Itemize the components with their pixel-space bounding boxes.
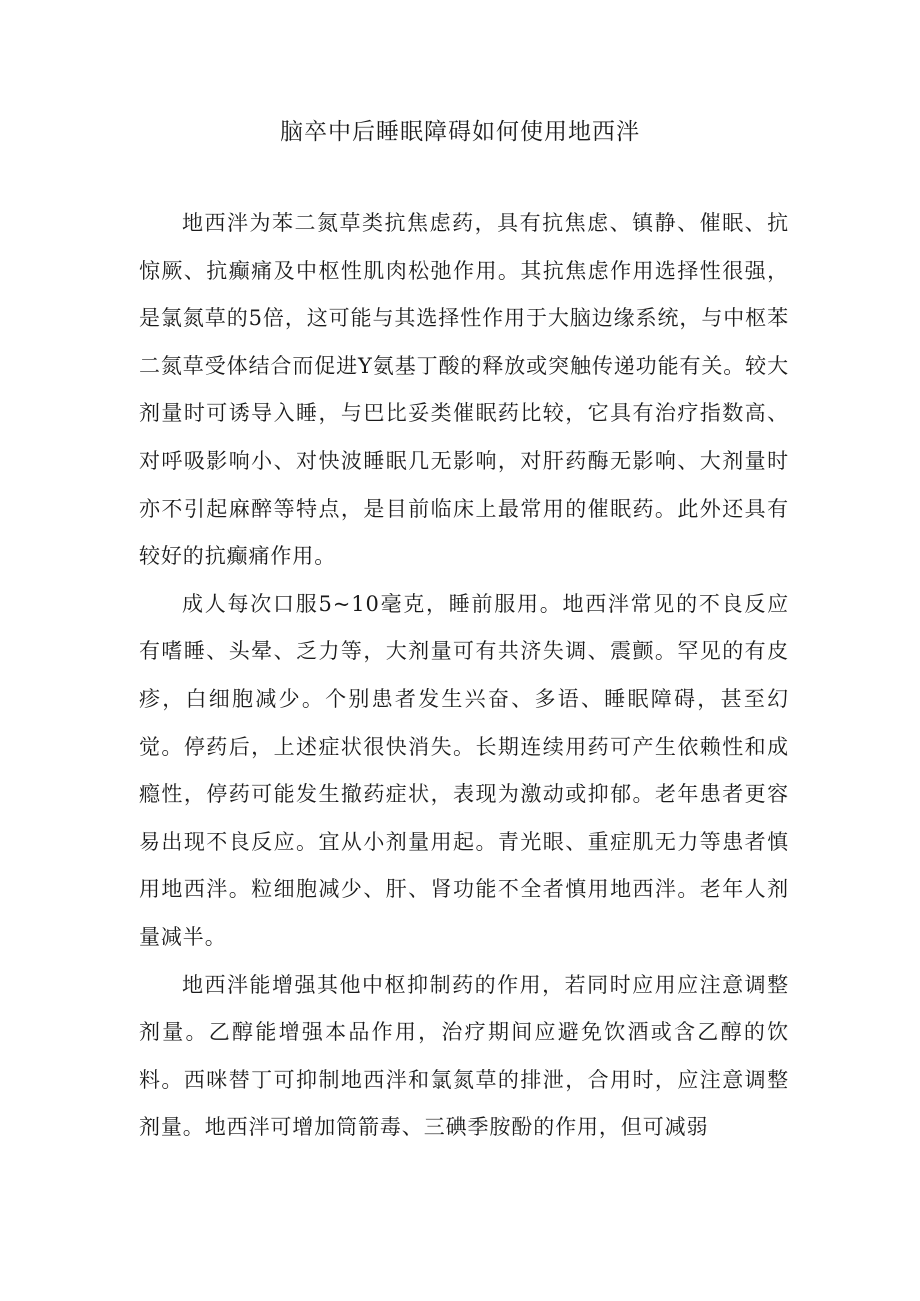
paragraph-drug-interactions: 地西泮能增强其他中枢抑制药的作用，若同时应用应注意调整剂量。乙醇能增强本品作用，治疗期间应避免饮酒或含乙醇的饮料。西咪替丁可抑制地西泮和氯氮草的排泄，合用时，应注意调整剂量。地西泮可增加筒箭毒、三碘季胺酚的作用，但可减弱 xyxy=(139,972,789,1140)
document-body xyxy=(139,200,789,1152)
document-title: 脑卒中后睡眠障碍如何使用地西泮 xyxy=(280,119,640,145)
paragraph-pharmacology: 地西泮为苯二氮草类抗焦虑药，具有抗焦虑、镇静、催眠、抗惊厥、抗癫痛及中枢性肌肉松弛作用。其抗焦虑作用选择性很强，是氯氮草的5倍，这可能与其选择性作用于大脑边缘系统，与中枢苯二氮草受体结合而促进Y氨基丁酸的释放或突触传递功能有关。较大剂量时可诱导入睡，与巴比妥类催眠药比较，它具有治疗指数高、对呼吸影响小、对快波睡眠几无影响，对肝药酶无影响、大剂量时亦不引起麻醉等特点，是目前临床上最常用的催眠药。此外还具有较好的抗癫痛作用。 xyxy=(139,211,789,569)
paragraph-dosage-and-adverse-reactions: 成人每次口服5~10毫克，睡前服用。地西泮常见的不良反应有嗜睡、头晕、乏力等，大剂量可有共济失调、震颤。罕见的有皮疹，白细胞减少。个别患者发生兴奋、多语、睡眠障碍，甚至幻觉。停药后，上述症状很快消失。长期连续用药可产生依赖性和成瘾性，停药可能发生撤药症状，表现为激动或抑郁。老年患者更容易出现不良反应。宜从小剂量用起。青光眼、重症肌无力等患者慎用地西泮。粒细胞减少、肝、肾功能不全者慎用地西泮。老年人剂量减半。 xyxy=(139,591,789,949)
